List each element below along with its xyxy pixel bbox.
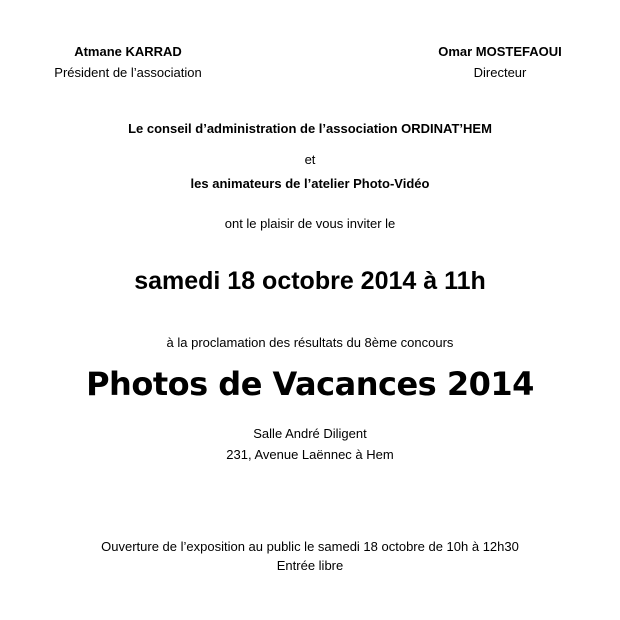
signatory-left-name: Atmane KARRAD [74, 44, 182, 59]
contest-title: Photos de Vacances 2014 [86, 365, 534, 403]
venue-line: Salle André Diligent [253, 426, 367, 441]
invite-line: ont le plaisir de vous inviter le [224, 216, 396, 231]
event-date-heading: samedi 18 octobre 2014 à 11h [134, 267, 486, 295]
workshop-line: les animateurs de l’atelier Photo-Vidéo [190, 176, 430, 191]
board-line: Le conseil d’administration de l’association ORDINAT’HEM [128, 121, 492, 136]
signatory-right [405, 41, 595, 83]
conjunction-line: et [304, 152, 316, 167]
signatory-left-title: Président de l’association [54, 65, 202, 80]
signatory-right-title: Directeur [473, 65, 527, 80]
exhibition-opening-line: Ouverture de l’exposition au public le samedi 18 octobre de 10h à 12h30 [101, 539, 519, 554]
address-line: 231, Avenue Laënnec à Hem [226, 447, 394, 462]
proclamation-line: à la proclamation des résultats du 8ème concours [166, 335, 454, 350]
free-entry-line: Entrée libre [276, 558, 344, 573]
signatory-left [33, 41, 223, 83]
signatory-right-name: Omar MOSTEFAOUI [438, 44, 562, 59]
